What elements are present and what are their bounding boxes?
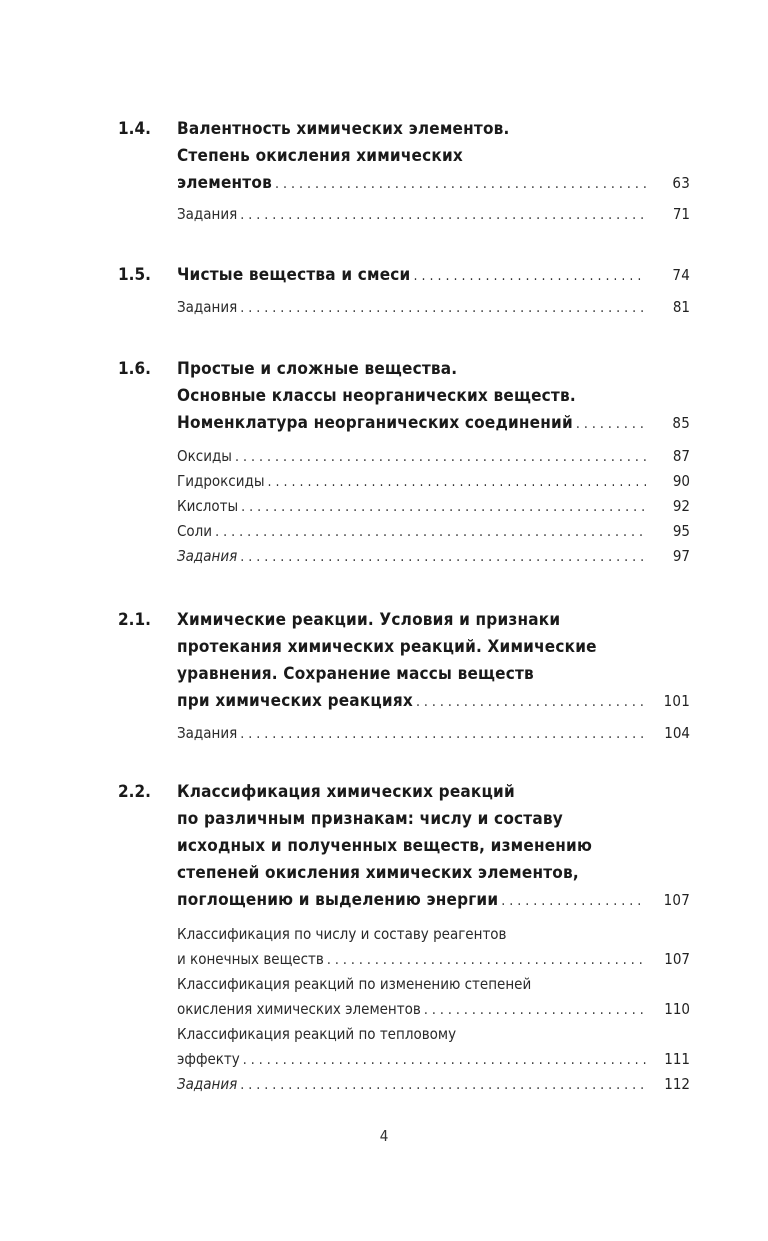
toc-subitem[interactable]: Задания . . . 112 bbox=[177, 1072, 690, 1097]
page-number: 92 bbox=[672, 497, 690, 515]
section-title-line[interactable]: Классификация химических реакций bbox=[177, 782, 515, 802]
section-number: 1.4. bbox=[118, 119, 151, 139]
toc-subitem[interactable]: Кислоты . . . 92 bbox=[177, 494, 690, 519]
dot-leader bbox=[237, 545, 646, 570]
page-number: 85 bbox=[672, 414, 690, 432]
dot-leader bbox=[232, 445, 646, 470]
dot-leader bbox=[421, 998, 646, 1023]
page-number: 71 bbox=[672, 205, 690, 223]
page-number: 112 bbox=[664, 1075, 690, 1093]
section-title-line[interactable]: Химические реакции. Условия и признаки bbox=[177, 610, 561, 630]
section-number: 2.2. bbox=[118, 782, 151, 802]
dot-leader bbox=[212, 520, 646, 545]
toc-subitem[interactable]: Гидроксиды . . . 90 bbox=[177, 469, 690, 494]
dot-leader bbox=[410, 263, 646, 290]
toc-subitem[interactable]: Задания . . . 104 bbox=[177, 721, 690, 746]
section-title-entry[interactable]: поглощению и выделению энергии . . . 107 bbox=[177, 887, 690, 914]
dot-leader bbox=[237, 296, 646, 321]
dot-leader bbox=[238, 495, 646, 520]
dot-leader bbox=[573, 411, 646, 438]
page-number: 87 bbox=[672, 447, 690, 465]
section-title-entry[interactable]: элементов . . . 63 bbox=[177, 170, 690, 197]
toc-subitem[interactable]: Оксиды . . . 87 bbox=[177, 444, 690, 469]
page-number: 104 bbox=[664, 724, 690, 742]
dot-leader bbox=[498, 888, 646, 915]
page-number: 81 bbox=[672, 298, 690, 316]
dot-leader bbox=[237, 1073, 646, 1098]
section-title-line[interactable]: протекания химических реакций. Химические bbox=[177, 637, 597, 657]
page-number: 107 bbox=[664, 950, 690, 968]
page-number: 111 bbox=[664, 1050, 690, 1068]
dot-leader bbox=[237, 722, 646, 747]
page-number: 74 bbox=[672, 266, 690, 284]
section-number: 1.6. bbox=[118, 359, 151, 379]
dot-leader bbox=[240, 1048, 646, 1073]
page-number: 95 bbox=[672, 522, 690, 540]
section-number: 1.5. bbox=[118, 265, 151, 285]
section-title-line[interactable]: Простые и сложные вещества. bbox=[177, 359, 458, 379]
toc-subitem[interactable]: эффекту . . . 111 bbox=[177, 1047, 690, 1072]
section-title-line[interactable]: Валентность химических элементов. bbox=[177, 119, 510, 139]
toc-subitem-line[interactable]: Классификация реакций по тепловому bbox=[177, 1025, 457, 1043]
page-number: 101 bbox=[663, 692, 690, 710]
section-title-line[interactable]: исходных и полученных веществ, изменению bbox=[177, 836, 593, 856]
toc-subitem[interactable]: и конечных веществ . . . 107 bbox=[177, 947, 690, 972]
section-title-entry[interactable]: Номенклатура неорганических соединений . . . 85 bbox=[177, 410, 690, 437]
toc-subitem[interactable]: Задания . . . 71 bbox=[177, 202, 690, 227]
page-number: 90 bbox=[672, 472, 690, 490]
section-title-line[interactable]: уравнения. Сохранение массы веществ bbox=[177, 664, 534, 684]
toc-subitem-line[interactable]: Классификация по числу и составу реагентов bbox=[177, 925, 507, 943]
toc-subitem-line[interactable]: Классификация реакций по изменению степеней bbox=[177, 975, 532, 993]
dot-leader bbox=[237, 203, 646, 228]
page-number: 97 bbox=[672, 547, 690, 565]
toc-subitem[interactable]: окисления химических элементов . . . 110 bbox=[177, 997, 690, 1022]
dot-leader bbox=[413, 689, 646, 716]
toc-subitem[interactable]: Соли . . . 95 bbox=[177, 519, 690, 544]
section-title-entry[interactable]: при химических реакциях . . . 101 bbox=[177, 688, 690, 715]
page-number: 107 bbox=[663, 891, 690, 909]
section-title-line[interactable]: Основные классы неорганических веществ. bbox=[177, 386, 576, 406]
toc-subitem[interactable]: Задания . . . 97 bbox=[177, 544, 690, 569]
page-footer-number: 4 bbox=[379, 1127, 389, 1145]
toc-subitem[interactable]: Задания . . . 81 bbox=[177, 295, 690, 320]
dot-leader bbox=[272, 171, 646, 198]
dot-leader bbox=[264, 470, 646, 495]
dot-leader bbox=[324, 948, 646, 973]
section-number: 2.1. bbox=[118, 610, 151, 630]
section-title-entry[interactable]: Чистые вещества и смеси . . . 74 bbox=[177, 262, 690, 289]
section-title-line[interactable]: Степень окисления химических bbox=[177, 146, 463, 166]
section-title-line[interactable]: степеней окисления химических элементов, bbox=[177, 863, 579, 883]
page-number: 110 bbox=[664, 1000, 690, 1018]
page-number: 63 bbox=[672, 174, 690, 192]
section-title-line[interactable]: по различным признакам: числу и составу bbox=[177, 809, 563, 829]
